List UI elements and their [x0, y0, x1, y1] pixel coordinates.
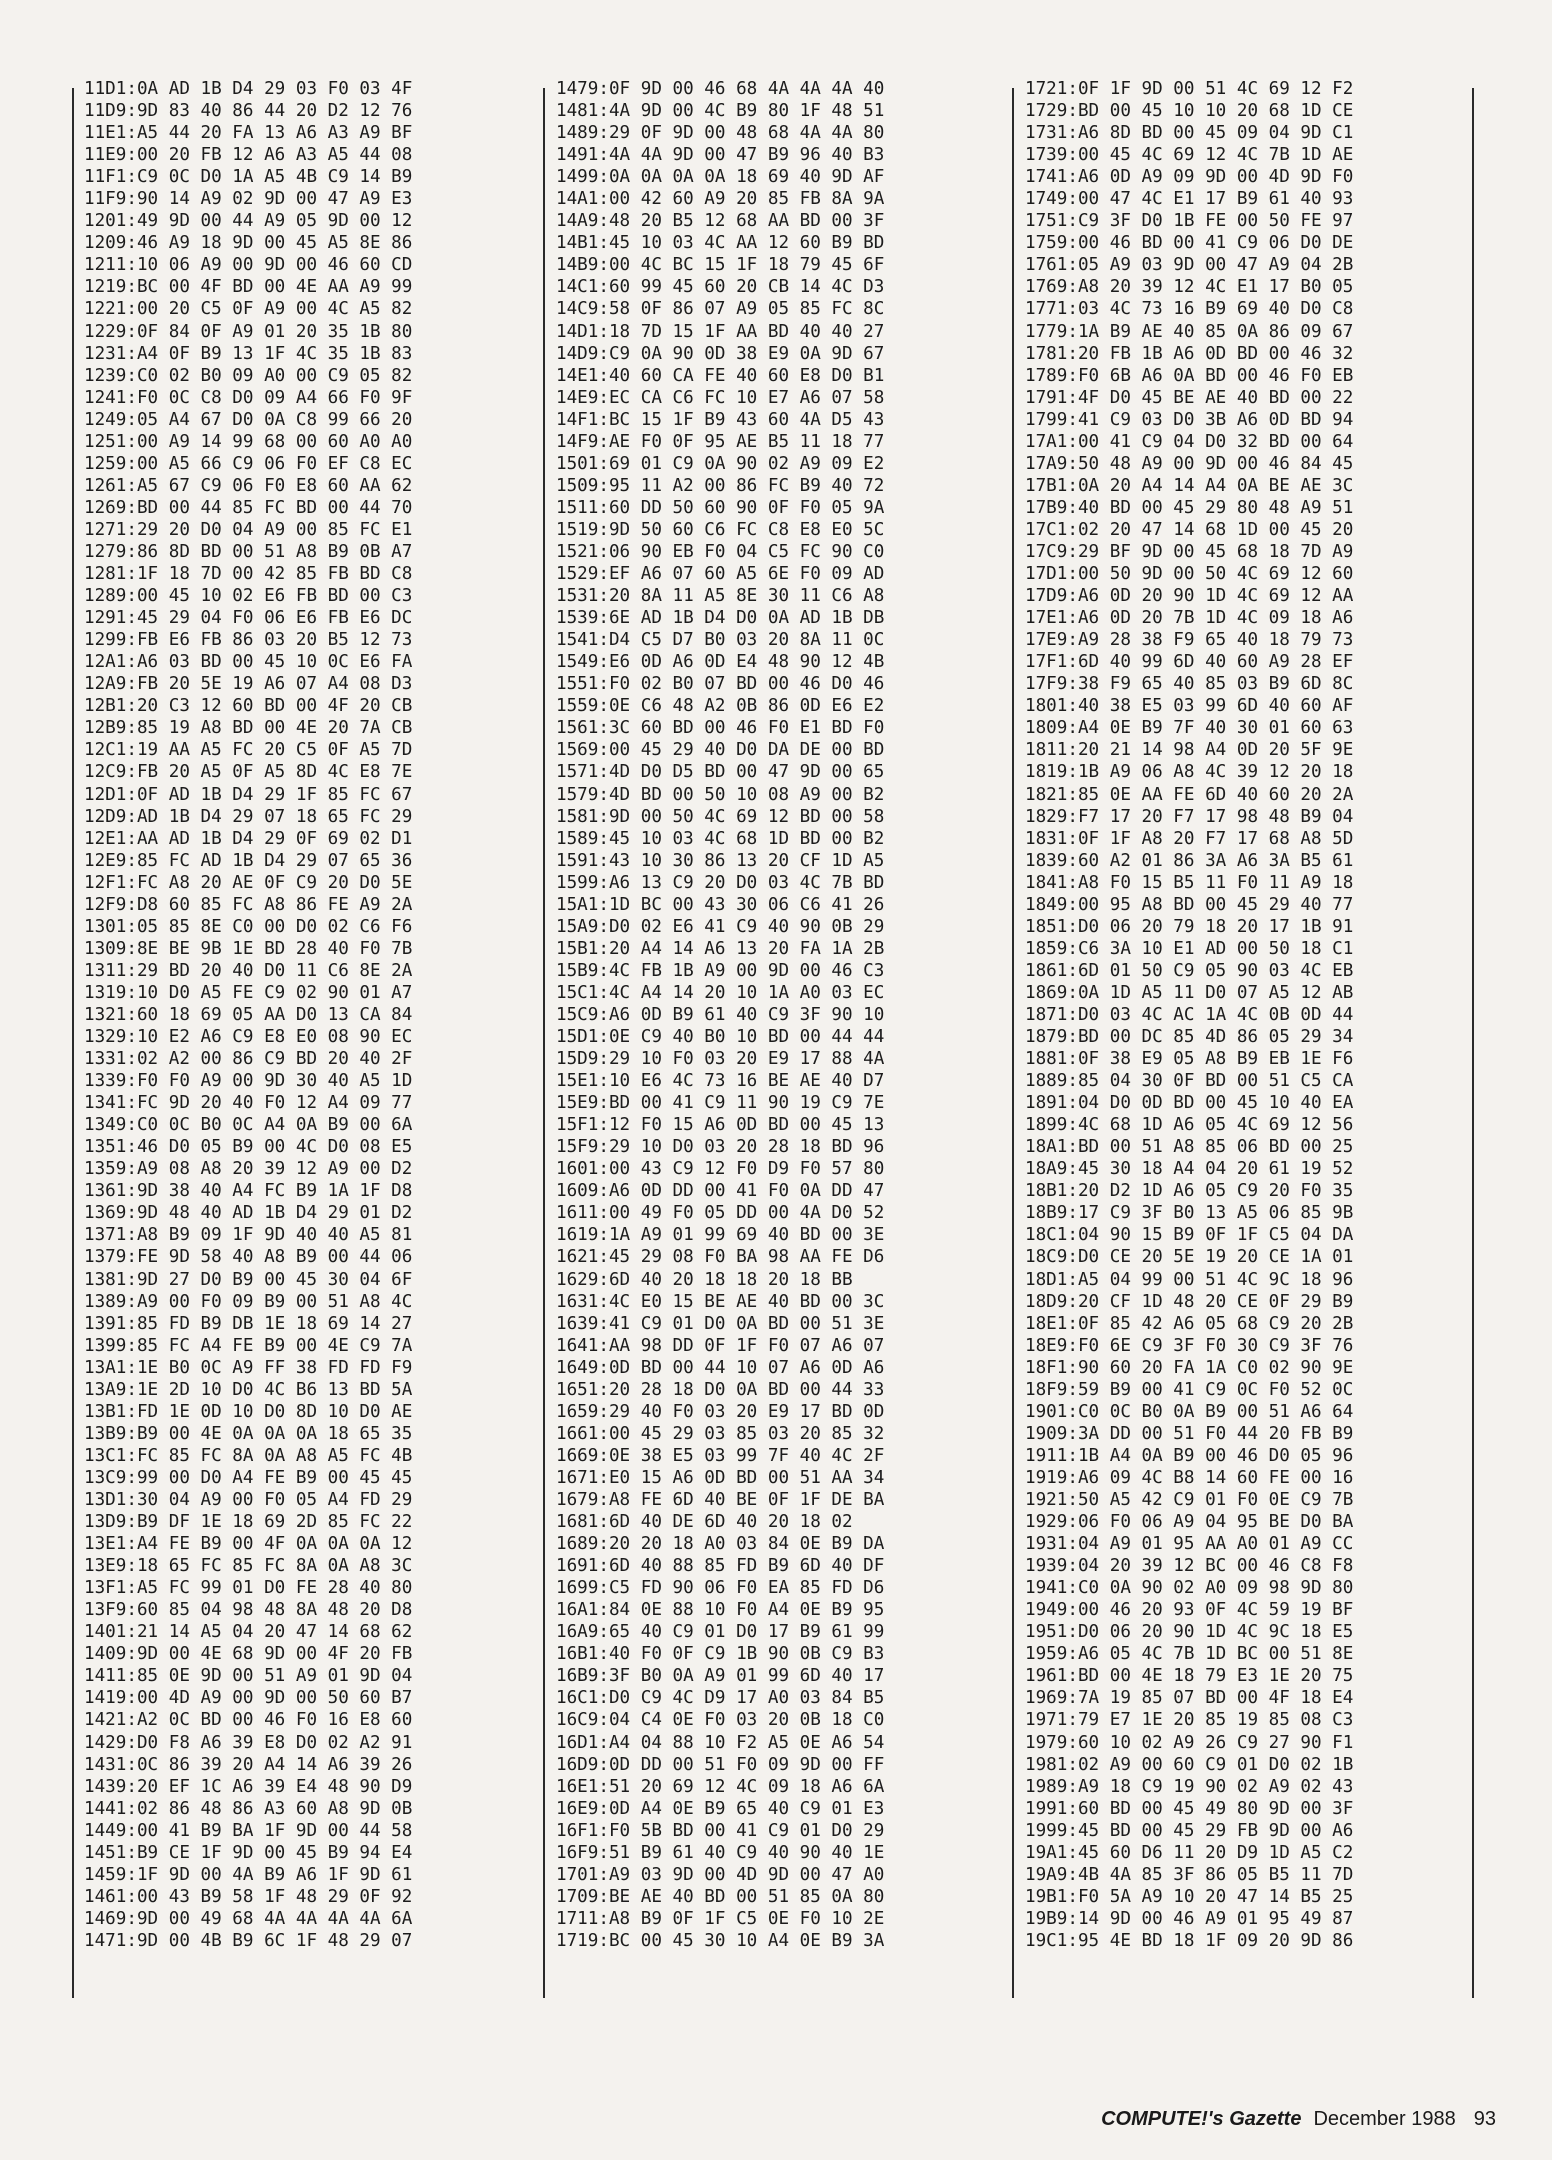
- listing-line: 1861:6D 01 50 C9 05 90 03 4C EB: [1025, 960, 1354, 981]
- listing-line: 1501:69 01 C9 0A 90 02 A9 09 E2: [556, 453, 885, 474]
- listing-line: 1479:0F 9D 00 46 68 4A 4A 4A 40: [556, 79, 885, 99]
- listing-line: 1571:4D D0 D5 BD 00 47 9D 00 65: [556, 762, 885, 783]
- listing-line: 1949:00 46 20 93 0F 4C 59 19 BF: [1025, 1600, 1354, 1621]
- listing-line: 1899:4C 68 1D A6 05 4C 69 12 56: [1025, 1115, 1354, 1136]
- listing-line: 18D9:20 CF 1D 48 20 CE 0F 29 B9: [1025, 1291, 1354, 1312]
- listing-line: 1219:BC 00 4F BD 00 4E AA A9 99: [84, 277, 413, 298]
- listing-line: 18E9:F0 6E C9 3F F0 30 C9 3F 76: [1025, 1335, 1354, 1356]
- listing-line: 18A1:BD 00 51 A8 85 06 BD 00 25: [1025, 1137, 1354, 1158]
- listing-line: 1279:86 8D BD 00 51 A8 B9 0B A7: [84, 541, 413, 562]
- listing-line: 1419:00 4D A9 00 9D 00 50 60 B7: [84, 1688, 413, 1709]
- listing-line: 12A9:FB 20 5E 19 A6 07 A4 08 D3: [84, 674, 413, 695]
- listing-line: 16E9:0D A4 0E B9 65 40 C9 01 E3: [556, 1798, 885, 1819]
- listing-line: 1611:00 49 F0 05 DD 00 4A D0 52: [556, 1203, 885, 1224]
- listing-line: 14B1:45 10 03 4C AA 12 60 B9 BD: [556, 233, 885, 254]
- listing-line: 1659:29 40 F0 03 20 E9 17 BD 0D: [556, 1401, 885, 1422]
- listing-line: 1229:0F 84 0F A9 01 20 35 1B 80: [84, 321, 413, 342]
- listing-line: 1261:A5 67 C9 06 F0 E8 60 AA 62: [84, 475, 413, 496]
- listing-line: 13E1:A4 FE B9 00 4F 0A 0A 0A 12: [84, 1534, 413, 1555]
- listing-line: 1421:A2 0C BD 00 46 F0 16 E8 60: [84, 1710, 413, 1731]
- listing-line: 14E9:EC CA C6 FC 10 E7 A6 07 58: [556, 387, 885, 408]
- listing-line: 1589:45 10 03 4C 68 1D BD 00 B2: [556, 828, 885, 849]
- listing-line: 1521:06 90 EB F0 04 C5 FC 90 C0: [556, 541, 885, 562]
- listing-line: 16D9:0D DD 00 51 F0 09 9D 00 FF: [556, 1754, 885, 1775]
- column-rule-divider-2: [1012, 88, 1014, 1998]
- listing-line: 1649:0D BD 00 44 10 07 A6 0D A6: [556, 1357, 885, 1378]
- listing-line: 13A1:1E B0 0C A9 FF 38 FD FD F9: [84, 1357, 413, 1378]
- listing-line: 1439:20 EF 1C A6 39 E4 48 90 D9: [84, 1776, 413, 1797]
- listing-line: 1699:C5 FD 90 06 F0 EA 85 FD D6: [556, 1578, 885, 1599]
- listing-column-1: [84, 78, 412, 1952]
- listing-line: 1391:85 FD B9 DB 1E 18 69 14 27: [84, 1313, 413, 1334]
- listing-line: 1641:AA 98 DD 0F 1F F0 07 A6 07: [556, 1335, 885, 1356]
- listing-line: 1609:A6 0D DD 00 41 F0 0A DD 47: [556, 1181, 885, 1202]
- listing-line: 1221:00 20 C5 0F A9 00 4C A5 82: [84, 299, 413, 320]
- listing-line: 1881:0F 38 E9 05 A8 B9 EB 1E F6: [1025, 1049, 1354, 1070]
- listing-line: 15C1:4C A4 14 20 10 1A A0 03 EC: [556, 982, 885, 1003]
- listing-line: 18F9:59 B9 00 41 C9 0C F0 52 0C: [1025, 1379, 1354, 1400]
- listing-line: 1871:D0 03 4C AC 1A 4C 0B 0D 44: [1025, 1004, 1354, 1025]
- listing-line: 1621:45 29 08 F0 BA 98 AA FE D6: [556, 1247, 885, 1268]
- listing-line: 1511:60 DD 50 60 90 0F F0 05 9A: [556, 497, 885, 518]
- listing-line: 1789:F0 6B A6 0A BD 00 46 F0 EB: [1025, 365, 1354, 386]
- listing-line: 1431:0C 86 39 20 A4 14 A6 39 26: [84, 1754, 413, 1775]
- listing-line: 14E1:40 60 CA FE 40 60 E8 D0 B1: [556, 365, 885, 386]
- listing-line: 15A1:1D BC 00 43 30 06 C6 41 26: [556, 894, 885, 915]
- listing-line: 1941:C0 0A 90 02 A0 09 98 9D 80: [1025, 1578, 1354, 1599]
- listing-line: 15B9:4C FB 1B A9 00 9D 00 46 C3: [556, 960, 885, 981]
- column-rule-right: [1472, 88, 1474, 1998]
- listing-line: 11D1:0A AD 1B D4 29 03 F0 03 4F: [84, 79, 413, 99]
- listing-line: 1889:85 04 30 0F BD 00 51 C5 CA: [1025, 1071, 1354, 1092]
- listing-line: 1549:E6 0D A6 0D E4 48 90 12 4B: [556, 652, 885, 673]
- listing-line: 1751:C9 3F D0 1B FE 00 50 FE 97: [1025, 211, 1354, 232]
- listing-line: 1301:05 85 8E C0 00 D0 02 C6 F6: [84, 916, 413, 937]
- listing-line: 1939:04 20 39 12 BC 00 46 C8 F8: [1025, 1556, 1354, 1577]
- listing-column-2: [556, 78, 884, 1952]
- listing-line: 18C1:04 90 15 B9 0F 1F C5 04 DA: [1025, 1225, 1354, 1246]
- listing-line: 13F1:A5 FC 99 01 D0 FE 28 40 80: [84, 1578, 413, 1599]
- listing-line: 11E9:00 20 FB 12 A6 A3 A5 44 08: [84, 145, 413, 166]
- listing-line: 17E1:A6 0D 20 7B 1D 4C 09 18 A6: [1025, 608, 1354, 629]
- listing-line: 18A9:45 30 18 A4 04 20 61 19 52: [1025, 1159, 1354, 1180]
- listing-line: 17F1:6D 40 99 6D 40 60 A9 28 EF: [1025, 652, 1354, 673]
- listing-line: 13C1:FC 85 FC 8A 0A A8 A5 FC 4B: [84, 1445, 413, 1466]
- listing-line: 1961:BD 00 4E 18 79 E3 1E 20 75: [1025, 1666, 1354, 1687]
- listing-line: 1821:85 0E AA FE 6D 40 60 20 2A: [1025, 784, 1354, 805]
- listing-line: 17A9:50 48 A9 00 9D 00 46 84 45: [1025, 453, 1354, 474]
- listing-line: 14F9:AE F0 0F 95 AE B5 11 18 77: [556, 431, 885, 452]
- listing-line: 1919:A6 09 4C B8 14 60 FE 00 16: [1025, 1467, 1354, 1488]
- listing-line: 15F9:29 10 D0 03 20 28 18 BD 96: [556, 1137, 885, 1158]
- listing-line: 1959:A6 05 4C 7B 1D BC 00 51 8E: [1025, 1644, 1354, 1665]
- listing-line: 1729:BD 00 45 10 10 20 68 1D CE: [1025, 101, 1354, 122]
- listing-line: 1679:A8 FE 6D 40 BE 0F 1F DE BA: [556, 1490, 885, 1510]
- listing-line: 1359:A9 08 A8 20 39 12 A9 00 D2: [84, 1159, 413, 1180]
- listing-line: 1271:29 20 D0 04 A9 00 85 FC E1: [84, 519, 413, 540]
- listing-line: 1749:00 47 4C E1 17 B9 61 40 93: [1025, 189, 1354, 210]
- listing-line: 1289:00 45 10 02 E6 FB BD 00 C3: [84, 586, 413, 607]
- listing-line: 1779:1A B9 AE 40 85 0A 86 09 67: [1025, 321, 1354, 342]
- listing-line: 1979:60 10 02 A9 26 C9 27 90 F1: [1025, 1732, 1354, 1753]
- listing-line: 1341:FC 9D 20 40 F0 12 A4 09 77: [84, 1093, 413, 1114]
- listing-line: 1681:6D 40 DE 6D 40 20 18 02: [556, 1512, 853, 1533]
- listing-line: 1891:04 D0 0D BD 00 45 10 40 EA: [1025, 1093, 1354, 1114]
- listing-line: 1791:4F D0 45 BE AE 40 BD 00 22: [1025, 387, 1354, 408]
- listing-line: 15E1:10 E6 4C 73 16 BE AE 40 D7: [556, 1071, 885, 1092]
- listing-line: 1801:40 38 E5 03 99 6D 40 60 AF: [1025, 696, 1354, 717]
- listing-line: 1731:A6 8D BD 00 45 09 04 9D C1: [1025, 123, 1354, 144]
- listing-line: 1509:95 11 A2 00 86 FC B9 40 72: [556, 475, 885, 496]
- listing-line: 1209:46 A9 18 9D 00 45 A5 8E 86: [84, 233, 413, 254]
- listing-line: 11F9:90 14 A9 02 9D 00 47 A9 E3: [84, 189, 413, 210]
- page-footer: [1101, 2108, 1496, 2131]
- listing-line: 1719:BC 00 45 30 10 A4 0E B9 3A: [556, 1930, 885, 1951]
- listing-line: 13D1:30 04 A9 00 F0 05 A4 FD 29: [84, 1490, 413, 1510]
- listing-line: 19A1:45 60 D6 11 20 D9 1D A5 C2: [1025, 1842, 1354, 1863]
- listing-line: 11E1:A5 44 20 FA 13 A6 A3 A9 BF: [84, 123, 413, 144]
- listing-line: 15A9:D0 02 E6 41 C9 40 90 0B 29: [556, 916, 885, 937]
- listing-line: 1481:4A 9D 00 4C B9 80 1F 48 51: [556, 101, 885, 122]
- listing-line: 19B9:14 9D 00 46 A9 01 95 49 87: [1025, 1908, 1354, 1929]
- listing-line: 1379:FE 9D 58 40 A8 B9 00 44 06: [84, 1247, 413, 1268]
- page-number: 93: [1473, 2108, 1496, 2130]
- listing-line: 14A1:00 42 60 A9 20 85 FB 8A 9A: [556, 189, 885, 210]
- listing-line: 1991:60 BD 00 45 49 80 9D 00 3F: [1025, 1798, 1354, 1819]
- listing-line: 17A1:00 41 C9 04 D0 32 BD 00 64: [1025, 431, 1354, 452]
- listing-line: 1459:1F 9D 00 4A B9 A6 1F 9D 61: [84, 1864, 413, 1885]
- listing-line: 1239:C0 02 B0 09 A0 00 C9 05 82: [84, 365, 413, 386]
- listing-line: 17B1:0A 20 A4 14 A4 0A BE AE 3C: [1025, 475, 1354, 496]
- listing-line: 1389:A9 00 F0 09 B9 00 51 A8 4C: [84, 1291, 413, 1312]
- listing-line: 17E9:A9 28 38 F9 65 40 18 79 73: [1025, 630, 1354, 651]
- listing-line: 1489:29 0F 9D 00 48 68 4A 4A 80: [556, 123, 885, 144]
- publication-name: COMPUTE!'s Gazette: [1101, 2108, 1302, 2130]
- listing-line: 12D9:AD 1B D4 29 07 18 65 FC 29: [84, 806, 413, 827]
- listing-line: 1639:41 C9 01 D0 0A BD 00 51 3E: [556, 1313, 885, 1334]
- listing-line: 1551:F0 02 B0 07 BD 00 46 D0 46: [556, 674, 885, 695]
- listing-line: 1259:00 A5 66 C9 06 F0 EF C8 EC: [84, 453, 413, 474]
- listing-line: 1349:C0 0C B0 0C A4 0A B9 00 6A: [84, 1115, 413, 1136]
- listing-line: 1859:C6 3A 10 E1 AD 00 50 18 C1: [1025, 938, 1354, 959]
- listing-line: 1619:1A A9 01 99 69 40 BD 00 3E: [556, 1225, 885, 1246]
- listing-line: 16A1:84 0E 88 10 F0 A4 0E B9 95: [556, 1600, 885, 1621]
- listing-line: 17D1:00 50 9D 00 50 4C 69 12 60: [1025, 564, 1354, 585]
- listing-line: 1901:C0 0C B0 0A B9 00 51 A6 64: [1025, 1401, 1354, 1422]
- listing-line: 1369:9D 48 40 AD 1B D4 29 01 D2: [84, 1203, 413, 1224]
- listing-line: 1591:43 10 30 86 13 20 CF 1D A5: [556, 850, 885, 871]
- listing-line: 14B9:00 4C BC 15 1F 18 79 45 6F: [556, 255, 885, 276]
- listing-line: 1601:00 43 C9 12 F0 D9 F0 57 80: [556, 1159, 885, 1180]
- listing-line: 1371:A8 B9 09 1F 9D 40 40 A5 81: [84, 1225, 413, 1246]
- listing-line: 12C1:19 AA A5 FC 20 C5 0F A5 7D: [84, 740, 413, 761]
- listing-line: 13B1:FD 1E 0D 10 D0 8D 10 D0 AE: [84, 1401, 413, 1422]
- listing-line: 1249:05 A4 67 D0 0A C8 99 66 20: [84, 409, 413, 430]
- listing-line: 1931:04 A9 01 95 AA A0 01 A9 CC: [1025, 1534, 1354, 1555]
- listing-line: 1559:0E C6 48 A2 0B 86 0D E6 E2: [556, 696, 885, 717]
- listing-line: 1849:00 95 A8 BD 00 45 29 40 77: [1025, 894, 1354, 915]
- listing-line: 1351:46 D0 05 B9 00 4C D0 08 E5: [84, 1137, 413, 1158]
- listing-line: 1251:00 A9 14 99 68 00 60 A0 A0: [84, 431, 413, 452]
- listing-line: 1651:20 28 18 D0 0A BD 00 44 33: [556, 1379, 885, 1400]
- listing-line: 15D9:29 10 F0 03 20 E9 17 88 4A: [556, 1049, 885, 1070]
- listing-line: 1401:21 14 A5 04 20 47 14 68 62: [84, 1622, 413, 1643]
- listing-line: 1911:1B A4 0A B9 00 46 D0 05 96: [1025, 1445, 1354, 1466]
- listing-line: 1921:50 A5 42 C9 01 F0 0E C9 7B: [1025, 1490, 1354, 1510]
- listing-line: 1829:F7 17 20 F7 17 98 48 B9 04: [1025, 806, 1354, 827]
- listing-line: 1539:6E AD 1B D4 D0 0A AD 1B DB: [556, 608, 885, 629]
- listing-line: 17B9:40 BD 00 45 29 80 48 A9 51: [1025, 497, 1354, 518]
- listing-line: 13D9:B9 DF 1E 18 69 2D 85 FC 22: [84, 1512, 413, 1533]
- listing-line: 1969:7A 19 85 07 BD 00 4F 18 E4: [1025, 1688, 1354, 1709]
- listing-line: 1339:F0 F0 A9 00 9D 30 40 A5 1D: [84, 1071, 413, 1092]
- listing-line: 1781:20 FB 1B A6 0D BD 00 46 32: [1025, 343, 1354, 364]
- listing-line: 12F9:D8 60 85 FC A8 86 FE A9 2A: [84, 894, 413, 915]
- listing-line: 1319:10 D0 A5 FE C9 02 90 01 A7: [84, 982, 413, 1003]
- listing-line: 1951:D0 06 20 90 1D 4C 9C 18 E5: [1025, 1622, 1354, 1643]
- listing-line: 1819:1B A9 06 A8 4C 39 12 20 18: [1025, 762, 1354, 783]
- listing-line: 1399:85 FC A4 FE B9 00 4E C9 7A: [84, 1335, 413, 1356]
- listing-line: 16F9:51 B9 61 40 C9 40 90 40 1E: [556, 1842, 885, 1863]
- listing-line: 15E9:BD 00 41 C9 11 90 19 C9 7E: [556, 1093, 885, 1114]
- listing-line: 19B1:F0 5A A9 10 20 47 14 B5 25: [1025, 1886, 1354, 1907]
- listing-line: 14D9:C9 0A 90 0D 38 E9 0A 9D 67: [556, 343, 885, 364]
- listing-line: 1971:79 E7 1E 20 85 19 85 08 C3: [1025, 1710, 1354, 1731]
- listing-line: 1569:00 45 29 40 D0 DA DE 00 BD: [556, 740, 885, 761]
- listing-line: 16B1:40 F0 0F C9 1B 90 0B C9 B3: [556, 1644, 885, 1665]
- listing-line: 16A9:65 40 C9 01 D0 17 B9 61 99: [556, 1622, 885, 1643]
- listing-line: 1429:D0 F8 A6 39 E8 D0 02 A2 91: [84, 1732, 413, 1753]
- listing-line: 13C9:99 00 D0 A4 FE B9 00 45 45: [84, 1467, 413, 1488]
- listing-line: 15C9:A6 0D B9 61 40 C9 3F 90 10: [556, 1004, 885, 1025]
- listing-line: 1281:1F 18 7D 00 42 85 FB BD C8: [84, 564, 413, 585]
- listing-line: 1831:0F 1F A8 20 F7 17 68 A8 5D: [1025, 828, 1354, 849]
- column-rule-left: [72, 88, 74, 1998]
- listing-line: 1519:9D 50 60 C6 FC C8 E8 E0 5C: [556, 519, 885, 540]
- listing-line: 1291:45 29 04 F0 06 E6 FB E6 DC: [84, 608, 413, 629]
- column-rule-divider-1: [543, 88, 545, 1998]
- listing-line: 1331:02 A2 00 86 C9 BD 20 40 2F: [84, 1049, 413, 1070]
- listing-line: 1461:00 43 B9 58 1F 48 29 0F 92: [84, 1886, 413, 1907]
- listing-line: 12E1:AA AD 1B D4 29 0F 69 02 D1: [84, 828, 413, 849]
- listing-line: 13A9:1E 2D 10 D0 4C B6 13 BD 5A: [84, 1379, 413, 1400]
- listing-line: 1321:60 18 69 05 AA D0 13 CA 84: [84, 1004, 413, 1025]
- listing-line: 14A9:48 20 B5 12 68 AA BD 00 3F: [556, 211, 885, 232]
- listing-line: 1771:03 4C 73 16 B9 69 40 D0 C8: [1025, 299, 1354, 320]
- listing-line: 1709:BE AE 40 BD 00 51 85 0A 80: [556, 1886, 885, 1907]
- listing-line: 1409:9D 00 4E 68 9D 00 4F 20 FB: [84, 1644, 413, 1665]
- listing-line: 1759:00 46 BD 00 41 C9 06 D0 DE: [1025, 233, 1354, 254]
- listing-line: 1761:05 A9 03 9D 00 47 A9 04 2B: [1025, 255, 1354, 276]
- listing-line: 14C9:58 0F 86 07 A9 05 85 FC 8C: [556, 299, 885, 320]
- listing-line: 16C1:D0 C9 4C D9 17 A0 03 84 B5: [556, 1688, 885, 1709]
- listing-line: 15F1:12 F0 15 A6 0D BD 00 45 13: [556, 1115, 885, 1136]
- listing-line: 1411:85 0E 9D 00 51 A9 01 9D 04: [84, 1666, 413, 1687]
- listing-line: 1929:06 F0 06 A9 04 95 BE D0 BA: [1025, 1512, 1354, 1533]
- listing-line: 14D1:18 7D 15 1F AA BD 40 40 27: [556, 321, 885, 342]
- listing-line: 1579:4D BD 00 50 10 08 A9 00 B2: [556, 784, 885, 805]
- listing-line: 12E9:85 FC AD 1B D4 29 07 65 36: [84, 850, 413, 871]
- listing-line: 16F1:F0 5B BD 00 41 C9 01 D0 29: [556, 1820, 885, 1841]
- listing-line: 1449:00 41 B9 BA 1F 9D 00 44 58: [84, 1820, 413, 1841]
- listing-line: 1311:29 BD 20 40 D0 11 C6 8E 2A: [84, 960, 413, 981]
- listing-line: 17F9:38 F9 65 40 85 03 B9 6D 8C: [1025, 674, 1354, 695]
- listing-line: 1309:8E BE 9B 1E BD 28 40 F0 7B: [84, 938, 413, 959]
- listing-line: 1329:10 E2 A6 C9 E8 E0 08 90 EC: [84, 1027, 413, 1048]
- listing-line: 13B9:B9 00 4E 0A 0A 0A 18 65 35: [84, 1423, 413, 1444]
- listing-line: 1739:00 45 4C 69 12 4C 7B 1D AE: [1025, 145, 1354, 166]
- listing-line: 1499:0A 0A 0A 0A 18 69 40 9D AF: [556, 167, 885, 188]
- listing-line: 1721:0F 1F 9D 00 51 4C 69 12 F2: [1025, 79, 1354, 99]
- listing-line: 1441:02 86 48 86 A3 60 A8 9D 0B: [84, 1798, 413, 1819]
- listing-line: 1989:A9 18 C9 19 90 02 A9 02 43: [1025, 1776, 1354, 1797]
- listing-line: 1691:6D 40 88 85 FD B9 6D 40 DF: [556, 1556, 885, 1577]
- listing-line: 1241:F0 0C C8 D0 09 A4 66 F0 9F: [84, 387, 413, 408]
- listing-line: 1851:D0 06 20 79 18 20 17 1B 91: [1025, 916, 1354, 937]
- listing-line: 1701:A9 03 9D 00 4D 9D 00 47 A0: [556, 1864, 885, 1885]
- listing-line: 13F9:60 85 04 98 48 8A 48 20 D8: [84, 1600, 413, 1621]
- listing-line: 11F1:C9 0C D0 1A A5 4B C9 14 B9: [84, 167, 413, 188]
- listing-line: 12D1:0F AD 1B D4 29 1F 85 FC 67: [84, 784, 413, 805]
- listing-line: 1999:45 BD 00 45 29 FB 9D 00 A6: [1025, 1820, 1354, 1841]
- listing-line: 17C1:02 20 47 14 68 1D 00 45 20: [1025, 519, 1354, 540]
- listing-line: 1561:3C 60 BD 00 46 F0 E1 BD F0: [556, 718, 885, 739]
- listing-line: 1769:A8 20 39 12 4C E1 17 B0 05: [1025, 277, 1354, 298]
- listing-line: 1879:BD 00 DC 85 4D 86 05 29 34: [1025, 1027, 1354, 1048]
- listing-line: 1799:41 C9 03 D0 3B A6 0D BD 94: [1025, 409, 1354, 430]
- listing-line: 12B1:20 C3 12 60 BD 00 4F 20 CB: [84, 696, 413, 717]
- listing-line: 18C9:D0 CE 20 5E 19 20 CE 1A 01: [1025, 1247, 1354, 1268]
- listing-line: 18D1:A5 04 99 00 51 4C 9C 18 96: [1025, 1269, 1354, 1290]
- issue-date: December 1988: [1313, 2108, 1456, 2130]
- listing-line: 15B1:20 A4 14 A6 13 20 FA 1A 2B: [556, 938, 885, 959]
- listing-line: 1451:B9 CE 1F 9D 00 45 B9 94 E4: [84, 1842, 413, 1863]
- listing-line: 12C9:FB 20 A5 0F A5 8D 4C E8 7E: [84, 762, 413, 783]
- listing-line: 1581:9D 00 50 4C 69 12 BD 00 58: [556, 806, 885, 827]
- listing-line: 1541:D4 C5 D7 B0 03 20 8A 11 0C: [556, 630, 885, 651]
- listing-line: 18B1:20 D2 1D A6 05 C9 20 F0 35: [1025, 1181, 1354, 1202]
- listing-line: 1469:9D 00 49 68 4A 4A 4A 4A 6A: [84, 1908, 413, 1929]
- listing-line: 1661:00 45 29 03 85 03 20 85 32: [556, 1423, 885, 1444]
- listing-line: 1491:4A 4A 9D 00 47 B9 96 40 B3: [556, 145, 885, 166]
- listing-line: 17C9:29 BF 9D 00 45 68 18 7D A9: [1025, 541, 1354, 562]
- listing-line: 11D9:9D 83 40 86 44 20 D2 12 76: [84, 101, 413, 122]
- listing-line: 16C9:04 C4 0E F0 03 20 0B 18 C0: [556, 1710, 885, 1731]
- listing-line: 19C1:95 4E BD 18 1F 09 20 9D 86: [1025, 1930, 1354, 1951]
- listing-line: 14F1:BC 15 1F B9 43 60 4A D5 43: [556, 409, 885, 430]
- listing-line: 1671:E0 15 A6 0D BD 00 51 AA 34: [556, 1467, 885, 1488]
- listing-line: 1741:A6 0D A9 09 9D 00 4D 9D F0: [1025, 167, 1354, 188]
- listing-line: 1981:02 A9 00 60 C9 01 D0 02 1B: [1025, 1754, 1354, 1775]
- listing-line: 1211:10 06 A9 00 9D 00 46 60 CD: [84, 255, 413, 276]
- listing-line: 16E1:51 20 69 12 4C 09 18 A6 6A: [556, 1776, 885, 1797]
- listing-line: 1809:A4 0E B9 7F 40 30 01 60 63: [1025, 718, 1354, 739]
- listing-line: 12B9:85 19 A8 BD 00 4E 20 7A CB: [84, 718, 413, 739]
- listing-line: 1909:3A DD 00 51 F0 44 20 FB B9: [1025, 1423, 1354, 1444]
- listing-line: 14C1:60 99 45 60 20 CB 14 4C D3: [556, 277, 885, 298]
- listing-line: 18E1:0F 85 42 A6 05 68 C9 20 2B: [1025, 1313, 1354, 1334]
- listing-line: 1811:20 21 14 98 A4 0D 20 5F 9E: [1025, 740, 1354, 761]
- listing-line: 1471:9D 00 4B B9 6C 1F 48 29 07: [84, 1930, 413, 1951]
- listing-line: 15D1:0E C9 40 B0 10 BD 00 44 44: [556, 1027, 885, 1048]
- listing-line: 1629:6D 40 20 18 18 20 18 BB: [556, 1269, 853, 1290]
- listing-line: 1631:4C E0 15 BE AE 40 BD 00 3C: [556, 1291, 885, 1312]
- listing-line: 1299:FB E6 FB 86 03 20 B5 12 73: [84, 630, 413, 651]
- listing-line: 1531:20 8A 11 A5 8E 30 11 C6 A8: [556, 586, 885, 607]
- listing-line: 13E9:18 65 FC 85 FC 8A 0A A8 3C: [84, 1556, 413, 1577]
- listing-line: 12A1:A6 03 BD 00 45 10 0C E6 FA: [84, 652, 413, 673]
- listing-line: 1689:20 20 18 A0 03 84 0E B9 DA: [556, 1534, 885, 1555]
- listing-line: 1711:A8 B9 0F 1F C5 0E F0 10 2E: [556, 1908, 885, 1929]
- listing-line: 18F1:90 60 20 FA 1A C0 02 90 9E: [1025, 1357, 1354, 1378]
- listing-line: 18B9:17 C9 3F B0 13 A5 06 85 9B: [1025, 1203, 1354, 1224]
- listing-line: 1599:A6 13 C9 20 D0 03 4C 7B BD: [556, 872, 885, 893]
- listing-line: 19A9:4B 4A 85 3F 86 05 B5 11 7D: [1025, 1864, 1354, 1885]
- listing-line: 1669:0E 38 E5 03 99 7F 40 4C 2F: [556, 1445, 885, 1466]
- listing-line: 1841:A8 F0 15 B5 11 F0 11 A9 18: [1025, 872, 1354, 893]
- listing-line: 16B9:3F B0 0A A9 01 99 6D 40 17: [556, 1666, 885, 1687]
- listing-column-3: [1025, 78, 1353, 1952]
- listing-line: 1361:9D 38 40 A4 FC B9 1A 1F D8: [84, 1181, 413, 1202]
- listing-line: 16D1:A4 04 88 10 F2 A5 0E A6 54: [556, 1732, 885, 1753]
- listing-line: 1269:BD 00 44 85 FC BD 00 44 70: [84, 497, 413, 518]
- listing-line: 1529:EF A6 07 60 A5 6E F0 09 AD: [556, 564, 885, 585]
- listing-line: 1869:0A 1D A5 11 D0 07 A5 12 AB: [1025, 982, 1354, 1003]
- listing-line: 1839:60 A2 01 86 3A A6 3A B5 61: [1025, 850, 1354, 871]
- listing-line: 12F1:FC A8 20 AE 0F C9 20 D0 5E: [84, 872, 413, 893]
- listing-line: 1381:9D 27 D0 B9 00 45 30 04 6F: [84, 1269, 413, 1290]
- listing-line: 1201:49 9D 00 44 A9 05 9D 00 12: [84, 211, 413, 232]
- listing-line: 1231:A4 0F B9 13 1F 4C 35 1B 83: [84, 343, 413, 364]
- listing-line: 17D9:A6 0D 20 90 1D 4C 69 12 AA: [1025, 586, 1354, 607]
